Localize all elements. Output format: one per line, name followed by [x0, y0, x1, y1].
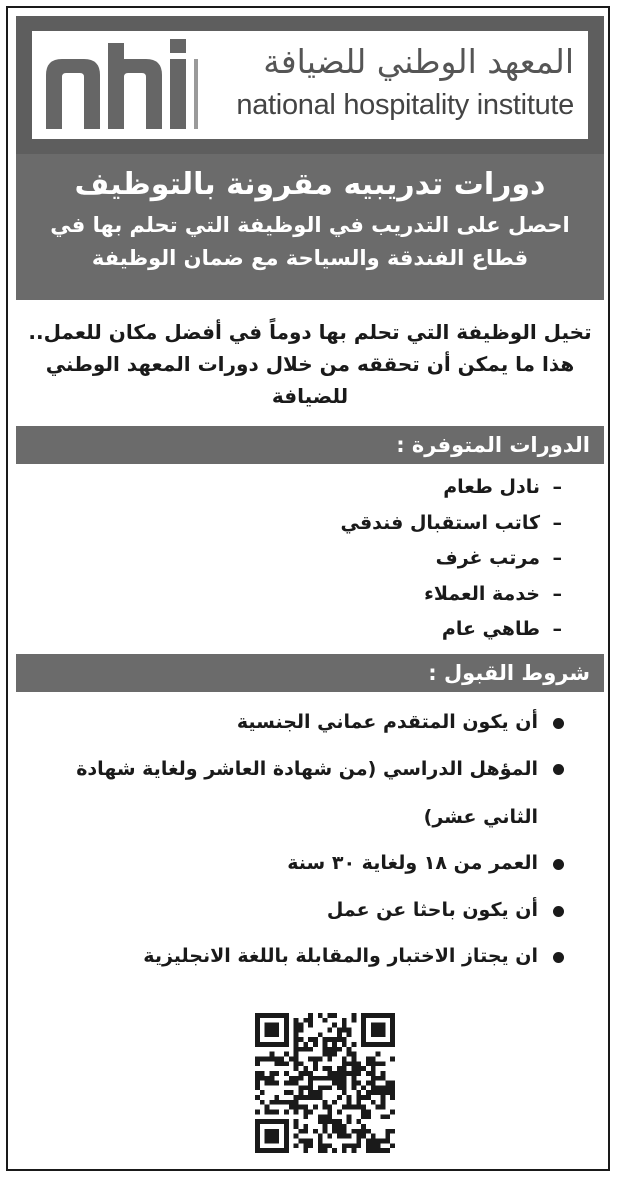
conditions-list — [36, 706, 566, 986]
condition-label: المؤهل الدراسي (من شهادة العاشر ولغاية شهادة الثاني عشر) — [76, 758, 538, 828]
list-item — [36, 847, 566, 879]
condition-label: أن يكون المتقدم عماني الجنسية — [236, 711, 538, 733]
courses-heading: الدورات المتوفرة : — [16, 426, 604, 464]
list-item — [102, 577, 562, 613]
header-banner — [16, 16, 604, 154]
list-item — [36, 706, 566, 738]
qr-code — [255, 1013, 395, 1153]
logo-arabic-name: المعهد الوطني للضيافة — [263, 42, 574, 81]
list-item — [102, 612, 562, 648]
headline-title: دورات تدريبيه مقرونة بالتوظيف — [74, 167, 546, 202]
course-label: كاتب استقبال فندقي — [340, 511, 540, 534]
condition-label: أن يكون باحثا عن عمل — [326, 898, 538, 921]
list-item — [102, 541, 562, 577]
list-item — [36, 746, 566, 841]
bullet-icon — [553, 952, 564, 963]
list-item — [102, 470, 562, 506]
bullet-icon — [553, 764, 564, 775]
dash-icon: – — [552, 618, 562, 640]
bullet-icon — [553, 906, 564, 917]
conditions-heading: شروط القبول : — [16, 654, 604, 692]
intro-line-2: هذا ما يمكن أن تحققه من خلال دورات المعهد الوطني للضيافة — [45, 352, 575, 408]
course-label: طاهي عام — [441, 618, 540, 640]
dash-icon: – — [552, 547, 562, 569]
dash-icon: – — [552, 511, 562, 534]
condition-label: ان يجتاز الاختبار والمقابلة باللغة الانجليزية — [143, 944, 538, 967]
list-item — [36, 940, 566, 972]
course-label: نادل طعام — [443, 476, 540, 498]
logo-english-name: national hospitality institute — [236, 89, 574, 121]
bullet-icon — [553, 859, 564, 870]
ad-frame — [6, 6, 610, 1171]
list-item — [36, 894, 566, 926]
course-label: مرتب غرف — [435, 547, 540, 569]
nhi-logo-mark — [44, 39, 244, 131]
dash-icon: – — [552, 582, 562, 605]
condition-label: العمر من ١٨ ولغاية ٣٠ سنة — [287, 852, 538, 875]
list-item — [102, 506, 562, 542]
headline-subtitle: احصل على التدريب في الوظيفة التي تحلم بها في قطاع الفندقة والسياحة مع ضمان الوظيفة — [50, 213, 570, 270]
logo-box — [32, 31, 588, 139]
intro-line-1: تخيل الوظيفة التي تحلم بها دوماً في أفضل مكان للعمل.. — [28, 320, 592, 344]
dash-icon: – — [552, 476, 562, 498]
course-label: خدمة العملاء — [424, 582, 540, 605]
headline-box — [16, 154, 604, 300]
courses-list — [102, 470, 562, 648]
bullet-icon — [553, 718, 564, 729]
intro-text — [16, 316, 604, 412]
